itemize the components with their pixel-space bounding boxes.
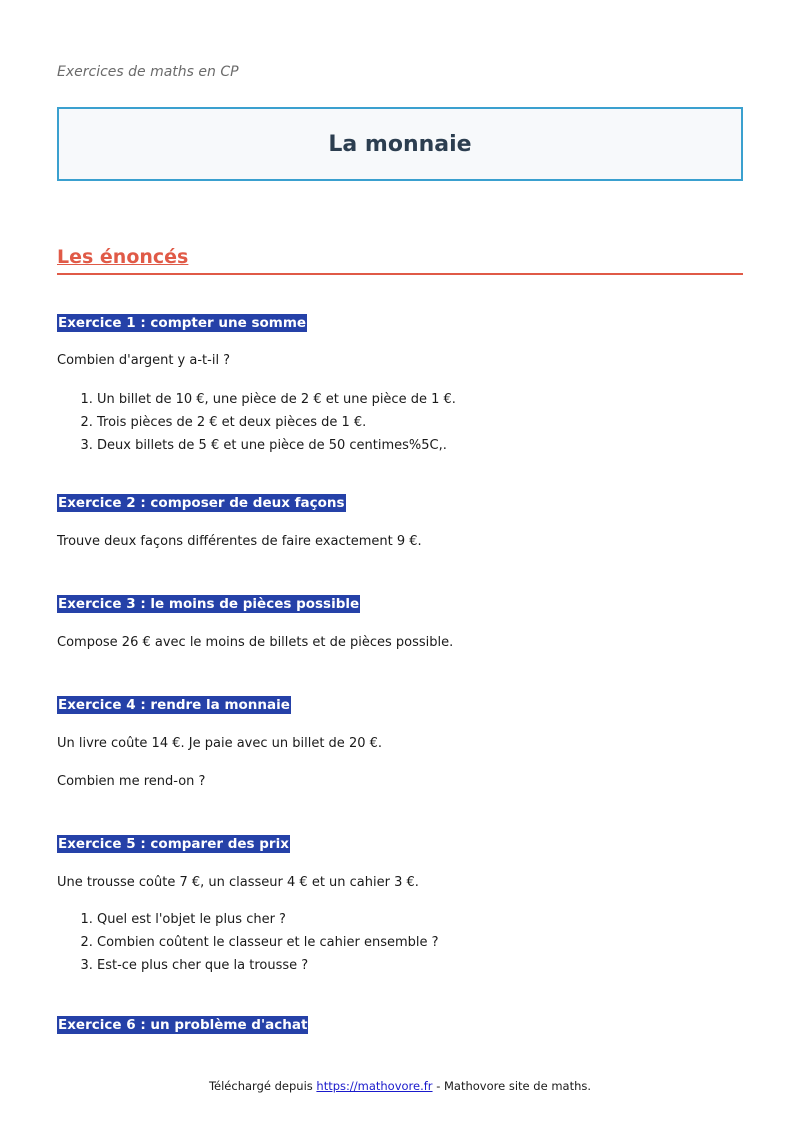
- exercise-1-title: Exercice 1 : compter une somme: [58, 315, 307, 331]
- exercise-5: [57, 833, 743, 977]
- footer-link[interactable]: https://mathovore.fr: [316, 1079, 433, 1093]
- exercise-5-title: Exercice 5 : comparer des prix: [58, 836, 289, 852]
- footer-suffix: - Mathovore site de maths.: [432, 1079, 592, 1093]
- section-heading-label: Les énoncés: [57, 246, 189, 268]
- list-item: 3. Deux billets de 5 € et une pièce de 50 centimes%5C,.: [97, 434, 743, 457]
- exercise-5-text: Une trousse coûte 7 €, un classeur 4 € et un cahier 3 €.: [57, 875, 419, 890]
- exercise-4-title: Exercice 4 : rendre la monnaie: [58, 697, 290, 713]
- exercise-4-text-2: Combien me rend-on ?: [57, 774, 206, 789]
- list-item: 1. Un billet de 10 €, une pièce de 2 € et une pièce de 1 €.: [97, 388, 743, 411]
- exercise-4: [57, 694, 743, 791]
- exercise-2-title: Exercice 2 : composer de deux façons: [58, 495, 345, 511]
- page-footer: [0, 1079, 800, 1093]
- section-heading: [57, 246, 743, 275]
- exercise-1-question: Combien d'argent y a-t-il ?: [57, 353, 231, 368]
- title-box: [57, 107, 743, 181]
- list-item: 1. Quel est l'objet le plus cher ?: [97, 908, 743, 931]
- exercise-3-title: Exercice 3 : le moins de pièces possible: [58, 596, 360, 612]
- exercise-3: [57, 593, 743, 652]
- exercise-4-text-1: Un livre coûte 14 €. Je paie avec un billet de 20 €.: [57, 736, 383, 751]
- exercise-2-text: Trouve deux façons différentes de faire exactement 9 €.: [57, 534, 422, 549]
- list-item: 3. Est-ce plus cher que la trousse ?: [97, 954, 743, 977]
- exercise-1: [57, 312, 743, 457]
- list-item: 2. Trois pièces de 2 € et deux pièces de 1 €.: [97, 411, 743, 434]
- exercise-1-list: [57, 388, 743, 457]
- page-title: La monnaie: [328, 131, 472, 157]
- exercise-5-list: [57, 908, 743, 977]
- exercise-6-title: Exercice 6 : un problème d'achat: [58, 1017, 308, 1033]
- exercise-6: [57, 1014, 743, 1034]
- exercise-3-text: Compose 26 € avec le moins de billets et de pièces possible.: [57, 635, 454, 650]
- footer-prefix: Téléchargé depuis: [208, 1079, 317, 1093]
- page-subtitle: Exercices de maths en CP: [57, 64, 239, 80]
- list-item: 2. Combien coûtent le classeur et le cahier ensemble ?: [97, 931, 743, 954]
- exercise-2: [57, 492, 743, 551]
